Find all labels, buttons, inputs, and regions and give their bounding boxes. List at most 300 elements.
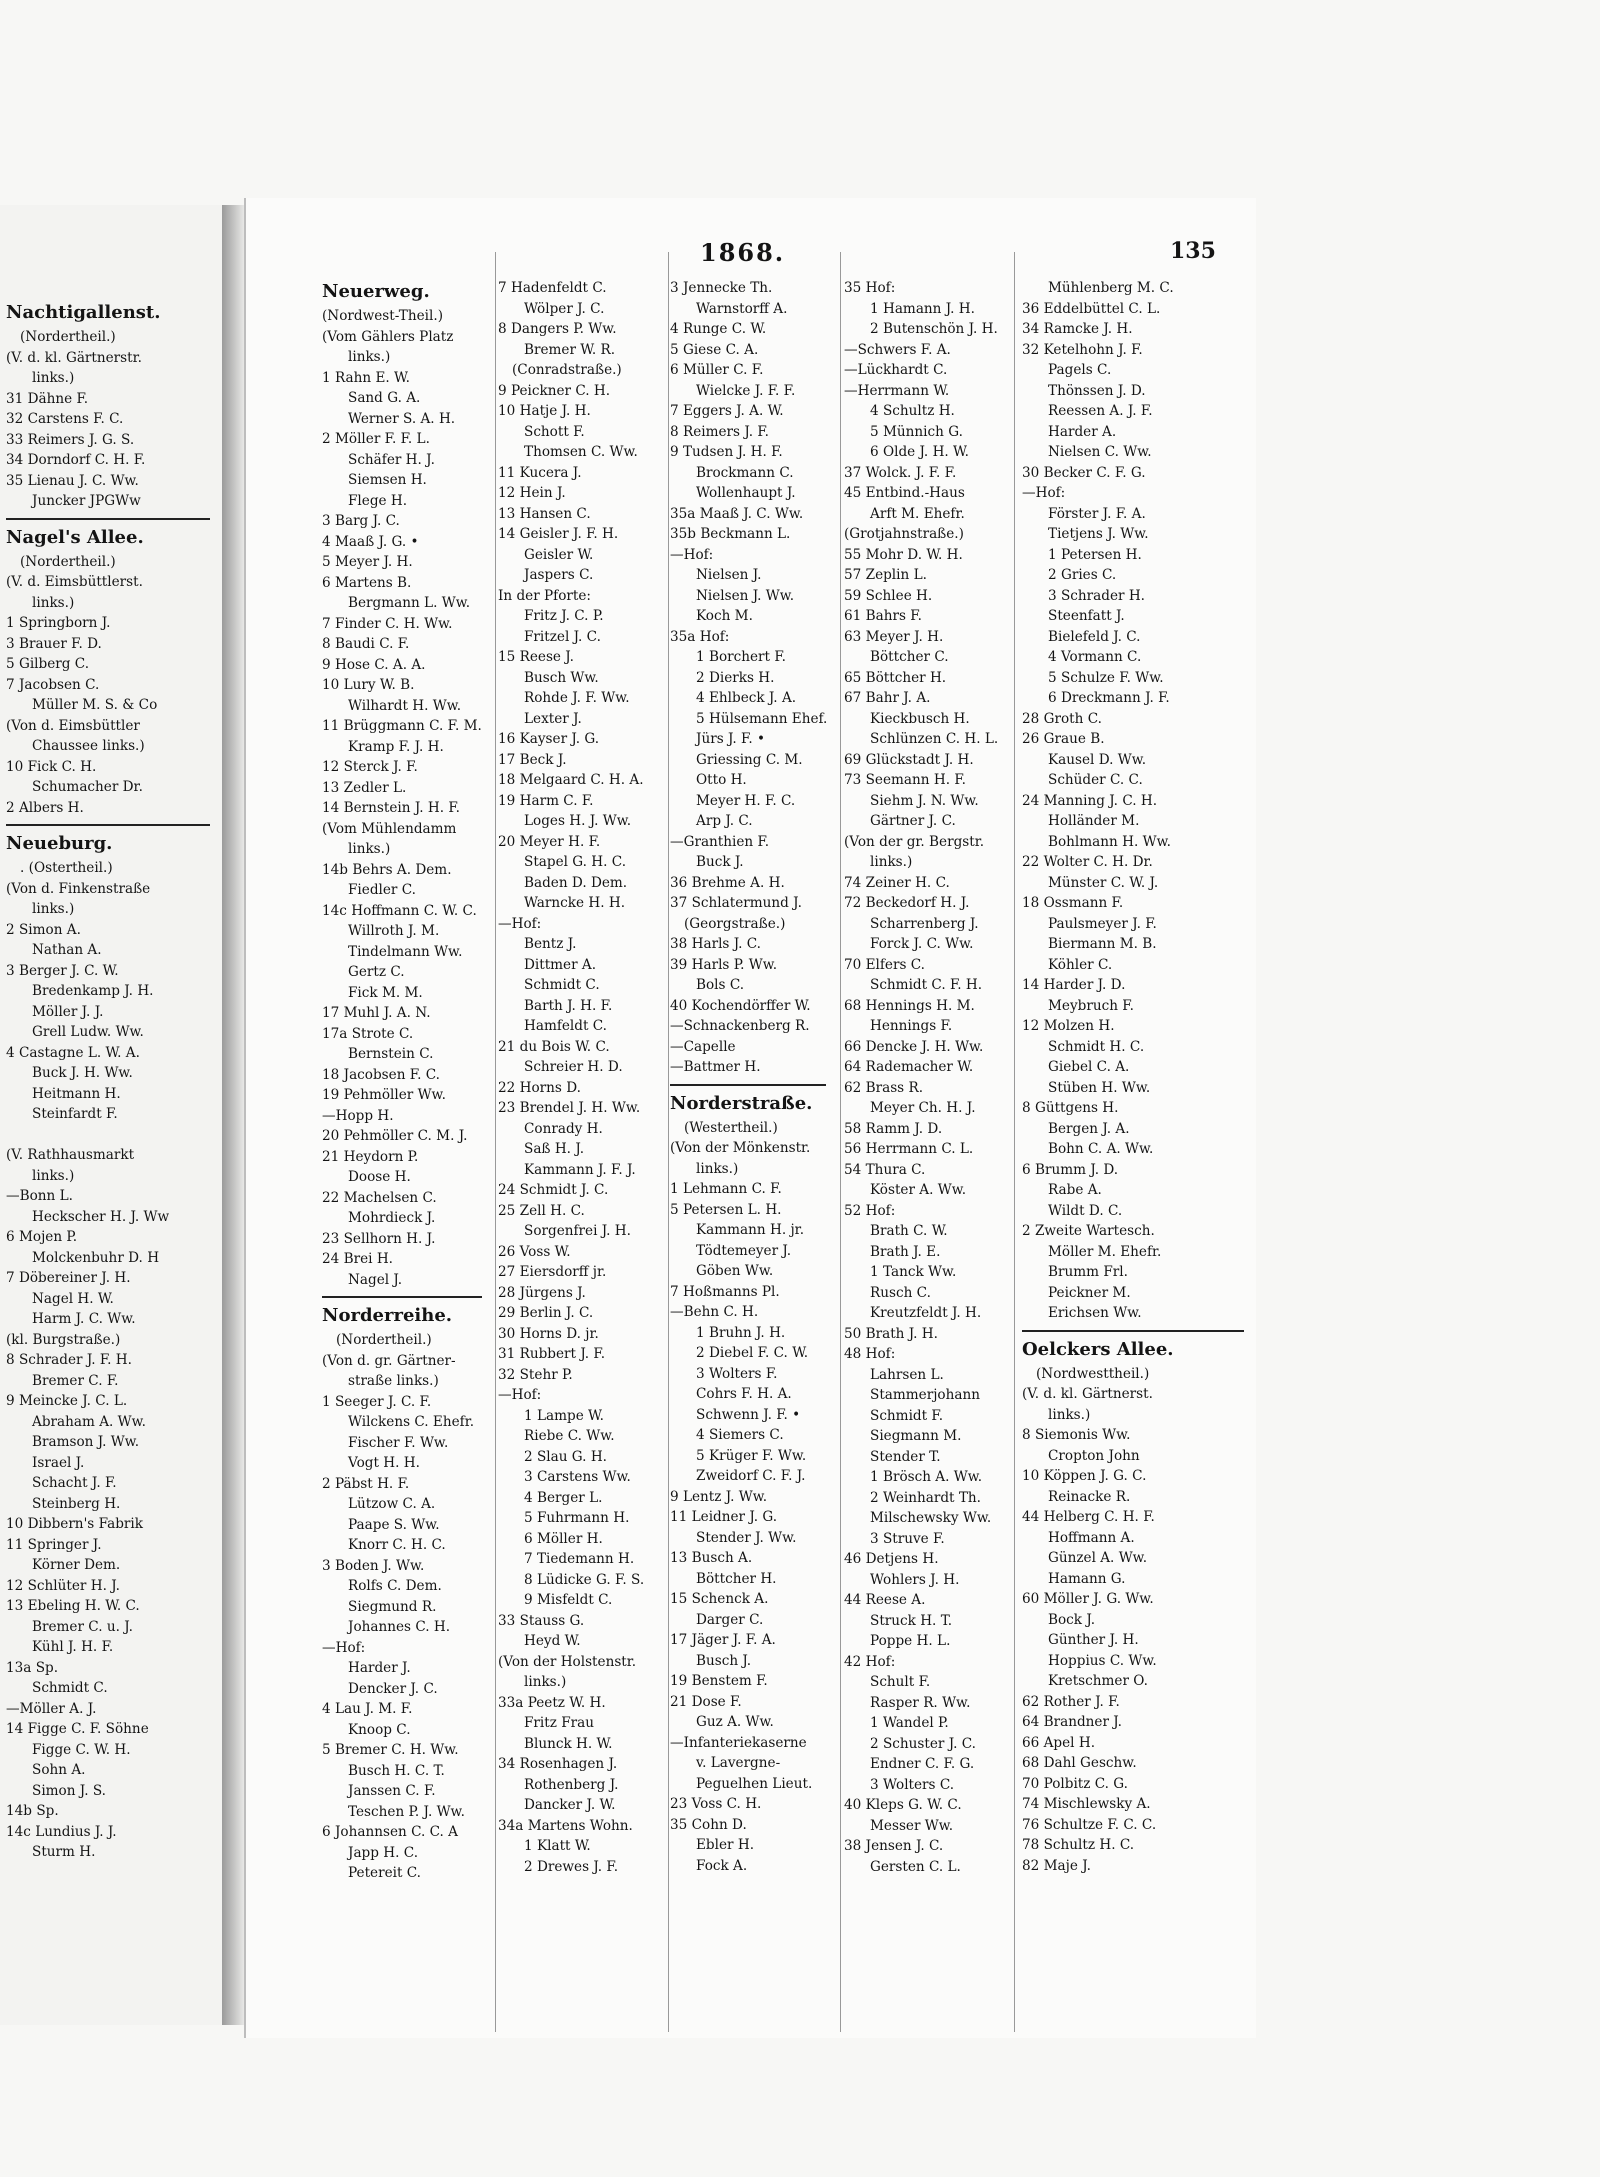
directory-entry: (Westertheil.)	[684, 1119, 778, 1136]
directory-entry: 20 Pehmöller C. M. J.	[322, 1128, 468, 1144]
directory-entry: 8 Baudi C. F.	[322, 636, 410, 652]
directory-entry: links.)	[32, 901, 75, 917]
directory-entry: 12 Molzen H.	[1022, 1018, 1115, 1034]
directory-entry: —Granthien F.	[670, 833, 770, 850]
column-1	[322, 276, 490, 1884]
directory-entry: 4 Runge C. W.	[670, 321, 767, 337]
directory-entry: 9 Lentz J. Ww.	[670, 1488, 768, 1505]
directory-entry: 62 Rother J. F.	[1022, 1693, 1120, 1710]
directory-entry: Schwenn J. F. •	[696, 1406, 801, 1423]
directory-entry: (Nordwesttheil.)	[1036, 1365, 1150, 1382]
directory-entry: Conrady H.	[524, 1120, 603, 1137]
directory-entry: Sturm H.	[32, 1844, 96, 1860]
directory-entry: Köster A. Ww.	[870, 1182, 967, 1198]
directory-entry: Geisler W.	[524, 546, 594, 563]
directory-entry: 6 Möller H.	[524, 1530, 603, 1547]
directory-entry: (Vom Mühlendamm	[322, 820, 457, 837]
directory-entry: Rusch C.	[870, 1284, 931, 1301]
directory-entry: Bergmann L. Ww.	[348, 595, 471, 611]
directory-entry: Griessing C. M.	[696, 751, 803, 768]
directory-entry: 12 Schlüter H. J.	[6, 1577, 120, 1594]
directory-entry: 5 Fuhrmann H.	[524, 1510, 630, 1526]
directory-entry: 1 Rahn E. W.	[322, 369, 410, 386]
directory-entry: 37 Wolck. J. F. F.	[844, 464, 957, 481]
directory-entry: links.)	[348, 349, 391, 365]
directory-entry: 2 Möller F. F. L.	[322, 431, 430, 447]
directory-entry: Guz A. Ww.	[696, 1714, 774, 1730]
directory-entry: (Von der Holstenstr.	[498, 1653, 637, 1670]
directory-entry: 1 Lehmann C. F.	[670, 1181, 782, 1197]
directory-entry: 11 Leidner J. G.	[670, 1509, 778, 1525]
section-rule	[6, 824, 210, 826]
directory-entry: (Von d. Finkenstraße	[6, 880, 151, 897]
directory-entry: Werner S. A. H.	[348, 410, 456, 427]
directory-entry: 37 Schlatermund J.	[670, 895, 802, 911]
directory-entry: Harm J. C. Ww.	[32, 1311, 136, 1327]
directory-entry: 64 Brandner J.	[1022, 1714, 1123, 1730]
directory-entry: Hamfeldt C.	[524, 1018, 607, 1034]
directory-entry: Cropton John	[1048, 1447, 1140, 1464]
directory-entry: (V. d. Eimsbüttlerst.	[6, 574, 143, 590]
directory-entry: Busch H. C. T.	[348, 1762, 445, 1779]
directory-entry: Simon J. S.	[32, 1782, 106, 1799]
directory-entry: Meybruch F.	[1048, 997, 1134, 1014]
directory-entry: Petereit C.	[348, 1865, 421, 1881]
directory-entry: Münster C. W. J.	[1048, 874, 1159, 891]
directory-entry: 8 Schrader J. F. H.	[6, 1352, 132, 1368]
directory-entry: Peickner M.	[1048, 1284, 1131, 1301]
street-heading: Neueburg.	[6, 833, 113, 854]
directory-entry: 3 Boden J. Ww.	[322, 1557, 425, 1574]
directory-entry: 39 Harls P. Ww.	[670, 956, 778, 973]
directory-entry: Reinacke R.	[1048, 1488, 1131, 1505]
directory-entry: —Herrmann W.	[844, 382, 950, 399]
directory-entry: Erichsen Ww.	[1048, 1305, 1142, 1321]
directory-entry: Pagels C.	[1048, 362, 1112, 378]
directory-entry: 23 Voss C. H.	[670, 1796, 762, 1812]
directory-entry: 16 Kayser J. G.	[498, 731, 600, 747]
directory-entry: 30 Horns D. jr.	[498, 1325, 599, 1342]
directory-entry: 4 Castagne L. W. A.	[6, 1044, 140, 1061]
directory-entry: Heitmann H.	[32, 1085, 121, 1102]
directory-entry: Paape S. Ww.	[348, 1516, 440, 1533]
directory-entry: Schmidt F.	[870, 1407, 944, 1424]
directory-entry: 25 Zell H. C.	[498, 1202, 585, 1219]
directory-entry: Ebler H.	[696, 1837, 755, 1853]
directory-entry: 35 Lienau J. C. Ww.	[6, 472, 139, 489]
directory-entry: 7 Hoßmanns Pl.	[670, 1283, 780, 1300]
directory-entry: 5 Meyer J. H.	[322, 554, 413, 570]
directory-entry: Forck J. C. Ww.	[870, 936, 974, 952]
directory-entry: Förster J. F. A.	[1048, 505, 1146, 522]
directory-entry: 2 Albers H.	[6, 799, 84, 816]
directory-entry: Thomsen C. Ww.	[524, 444, 638, 460]
directory-entry: 67 Bahr J. A.	[844, 690, 931, 706]
directory-entry: Reessen A. J. F.	[1048, 403, 1153, 419]
year-header: 1868.	[700, 238, 786, 267]
directory-entry: 3 Barg J. C.	[322, 513, 400, 529]
directory-entry: 14 Bernstein J. H. F.	[322, 800, 460, 816]
directory-entry: —Möller A. J.	[6, 1700, 97, 1717]
directory-entry: 7 Hadenfeldt C.	[498, 280, 607, 296]
directory-entry: Poppe H. L.	[870, 1633, 951, 1649]
column-5	[1022, 278, 1252, 1876]
directory-entry: —Behn C. H.	[670, 1304, 759, 1320]
directory-entry: links.)	[348, 841, 391, 857]
directory-entry: 7 Eggers J. A. W.	[670, 403, 784, 419]
directory-entry: Scharrenberg J.	[870, 915, 979, 932]
directory-entry: Wilhardt H. Ww.	[348, 697, 462, 714]
directory-entry: Vogt H. H.	[348, 1455, 420, 1471]
directory-entry: —Lückhardt C.	[844, 362, 948, 378]
directory-entry: Meyer H. F. C.	[696, 792, 796, 809]
street-heading: Norderreihe.	[322, 1305, 453, 1326]
directory-entry: Günzel A. Ww.	[1048, 1550, 1148, 1566]
directory-entry: Kausel D. Ww.	[1048, 751, 1147, 768]
directory-entry: Bentz J.	[524, 936, 577, 952]
directory-entry: 40 Kochendörffer W.	[670, 997, 811, 1014]
directory-entry: Heyd W.	[524, 1633, 581, 1649]
directory-entry: Janssen C. F.	[348, 1783, 436, 1799]
directory-entry: 1 Lampe W.	[524, 1407, 604, 1424]
directory-entry: Chaussee links.)	[32, 738, 145, 754]
directory-entry: 68 Dahl Geschw.	[1022, 1755, 1137, 1771]
directory-entry: Jürs J. F. •	[696, 731, 766, 747]
directory-entry: 9 Hose C. A. A.	[322, 656, 426, 673]
directory-entry: 20 Meyer H. F.	[498, 833, 601, 850]
directory-entry: Göben Ww.	[696, 1263, 774, 1279]
directory-entry: 35b Beckmann L.	[670, 526, 791, 542]
directory-entry: 14b Behrs A. Dem.	[322, 861, 452, 878]
directory-entry: Bielefeld J. C.	[1048, 628, 1141, 645]
directory-entry: 52 Hof:	[844, 1202, 896, 1219]
directory-entry: 66 Dencke J. H. Ww.	[844, 1038, 984, 1055]
column-separator	[840, 252, 841, 2032]
directory-entry: 2 Schuster J. C.	[870, 1735, 976, 1752]
directory-entry: 35 Hof:	[844, 280, 896, 296]
directory-entry: Grell Ludw. Ww.	[32, 1024, 144, 1040]
directory-entry: links.)	[524, 1674, 567, 1690]
directory-entry: 72 Beckedorf H. J.	[844, 895, 970, 911]
directory-entry: 31 Dähne F.	[6, 390, 89, 407]
directory-entry: 48 Hof:	[844, 1346, 896, 1362]
directory-entry: 12 Hein J.	[498, 485, 566, 501]
directory-entry: Fritz J. C. P.	[524, 608, 604, 624]
directory-entry: Hamann G.	[1048, 1570, 1126, 1587]
directory-entry: Rolfs C. Dem.	[348, 1578, 442, 1594]
directory-entry: Hoffmann A.	[1048, 1529, 1135, 1546]
directory-entry: 11 Springer J.	[6, 1536, 102, 1553]
directory-entry: Flege H.	[348, 492, 408, 509]
directory-entry: Nielsen J. Ww.	[696, 587, 795, 604]
directory-entry: 10 Dibbern's Fabrik	[6, 1516, 143, 1532]
directory-entry: 3 Berger J. C. W.	[6, 962, 119, 979]
directory-entry: 14b Sp.	[6, 1803, 59, 1819]
directory-entry: Japp H. C.	[348, 1844, 419, 1861]
directory-entry: Endner C. F. G.	[870, 1756, 975, 1772]
directory-entry: Fritzel J. C.	[524, 628, 601, 645]
directory-entry: In der Pforte:	[498, 587, 591, 604]
directory-entry: (Georgstraße.)	[684, 915, 786, 932]
directory-entry: Brockmann C.	[696, 464, 794, 481]
directory-entry: 13 Busch A.	[670, 1550, 753, 1566]
section-rule	[1022, 1330, 1244, 1332]
directory-entry: 4 Berger L.	[524, 1489, 603, 1506]
directory-entry: Peguelhen Lieut.	[696, 1775, 813, 1792]
directory-entry: —Schwers F. A.	[844, 341, 951, 358]
section-rule	[322, 1296, 482, 1298]
directory-entry: Müller M. S. & Co	[32, 697, 158, 713]
directory-entry: Siegmann M.	[870, 1428, 962, 1444]
directory-entry: Harder A.	[1048, 423, 1117, 440]
directory-entry: Lützow C. A.	[348, 1496, 436, 1512]
directory-entry: 5 Schulze F. Ww.	[1048, 669, 1164, 686]
directory-entry: 13a Sp.	[6, 1659, 59, 1676]
directory-entry: Riebe C. Ww.	[524, 1428, 615, 1444]
directory-entry: —Capelle	[670, 1038, 736, 1055]
directory-entry: Rothenberg J.	[524, 1776, 619, 1793]
left-page	[0, 205, 224, 2025]
directory-entry: (Von der Mönkenstr.	[670, 1140, 811, 1156]
directory-entry: 65 Böttcher H.	[844, 669, 947, 686]
column-3	[670, 278, 834, 1876]
directory-entry: Jaspers C.	[524, 567, 594, 583]
directory-entry: Fischer F. Ww.	[348, 1434, 449, 1451]
directory-entry: 2 Dierks H.	[696, 669, 775, 686]
directory-entry: 1 Hamann J. H.	[870, 300, 975, 317]
directory-entry: 33 Reimers J. G. S.	[6, 431, 135, 448]
directory-entry: Stüben H. Ww.	[1048, 1079, 1151, 1096]
directory-entry: Fick M. M.	[348, 984, 423, 1001]
directory-entry: 17a Strote C.	[322, 1025, 414, 1042]
directory-entry: 36 Brehme A. H.	[670, 874, 785, 891]
directory-entry: 14 Figge C. F. Söhne	[6, 1721, 149, 1737]
directory-entry: 5 Giese C. A.	[670, 341, 759, 358]
directory-entry: straße links.)	[348, 1373, 439, 1389]
directory-entry: Schüder C. C.	[1048, 772, 1143, 788]
directory-entry: Gertz C.	[348, 964, 405, 980]
directory-entry: Heckscher H. J. Ww	[32, 1208, 170, 1225]
directory-entry: Mohrdieck J.	[348, 1210, 436, 1226]
directory-entry: (Nordertheil.)	[20, 329, 116, 345]
directory-entry: 3 Brauer F. D.	[6, 635, 102, 652]
directory-entry: Hennings F.	[870, 1018, 953, 1034]
directory-entry: Lahrsen L.	[870, 1366, 944, 1383]
directory-entry: Siemsen H.	[348, 472, 427, 488]
directory-entry: Stender J. Ww.	[696, 1529, 797, 1546]
directory-entry: 14 Harder J. D.	[1022, 977, 1126, 993]
directory-entry: Bredenkamp J. H.	[32, 983, 154, 999]
directory-entry: 30 Becker C. F. G.	[1022, 464, 1146, 481]
directory-entry: Busch Ww.	[524, 669, 599, 686]
column-2	[498, 278, 662, 1877]
directory-entry: Sorgenfrei J. H.	[524, 1223, 631, 1239]
directory-entry: Biermann M. B.	[1048, 936, 1157, 952]
directory-entry: 6 Mojen P.	[6, 1229, 78, 1245]
directory-entry: Schumacher Dr.	[32, 779, 143, 795]
directory-entry: 6 Brumm J. D.	[1022, 1161, 1119, 1178]
directory-entry: Bohlmann H. Ww.	[1048, 833, 1171, 850]
directory-entry: 6 Martens B.	[322, 574, 412, 591]
directory-entry: 5 Bremer C. H. Ww.	[322, 1742, 459, 1758]
directory-entry: Bremer C. u. J.	[32, 1618, 133, 1635]
directory-entry: (Vom Gählers Platz	[322, 328, 454, 345]
directory-entry: 70 Elfers C.	[844, 956, 925, 973]
directory-entry: 69 Glückstadt J. H.	[844, 751, 974, 768]
directory-entry: 1 Klatt W.	[524, 1838, 591, 1854]
directory-entry: 19 Benstem F.	[670, 1673, 768, 1689]
directory-entry: 8 Güttgens H.	[1022, 1100, 1119, 1116]
directory-entry: 58 Ramm J. D.	[844, 1120, 943, 1137]
directory-entry: 28 Jürgens J.	[498, 1284, 586, 1301]
directory-entry: Schmidt C. F. H.	[870, 977, 983, 993]
directory-entry	[6, 1125, 218, 1146]
directory-entry: 9 Peickner C. H.	[498, 382, 611, 399]
directory-entry: Kramp F. J. H.	[348, 738, 444, 755]
directory-entry: Brath J. E.	[870, 1243, 941, 1260]
directory-entry: (Grotjahnstraße.)	[844, 526, 964, 542]
directory-entry: 8 Siemonis Ww.	[1022, 1427, 1131, 1443]
directory-entry: 2 Butenschön J. H.	[870, 321, 998, 337]
directory-entry: Rohde J. F. Ww.	[524, 690, 630, 706]
directory-entry: Nathan A.	[32, 942, 102, 958]
directory-entry: 14c Hoffmann C. W. C.	[322, 902, 477, 919]
street-heading: Norderstraße.	[670, 1092, 813, 1114]
directory-entry: 31 Rubbert J. F.	[498, 1346, 606, 1362]
directory-entry: Warnstorff A.	[696, 300, 788, 317]
column-4	[844, 278, 1014, 1877]
directory-entry: 8 Reimers J. F.	[670, 423, 769, 440]
directory-entry: Arft M. Ehefr.	[870, 505, 965, 522]
directory-entry: Nagel H. W.	[32, 1290, 114, 1307]
directory-entry: 4 Vormann C.	[1048, 649, 1142, 665]
directory-entry: 3 Wolters C.	[870, 1776, 955, 1793]
directory-entry: —Hof:	[498, 1387, 542, 1403]
directory-entry: Schott F.	[524, 423, 585, 440]
directory-entry: Möller M. Ehefr.	[1048, 1243, 1162, 1260]
directory-entry: Schäfer H. J.	[348, 451, 435, 468]
directory-entry: Stammerjohann	[870, 1387, 980, 1403]
directory-entry: Bremer W. R.	[524, 341, 616, 358]
directory-entry: 7 Finder C. H. Ww.	[322, 615, 453, 632]
directory-entry: 35a Hof:	[670, 628, 730, 645]
directory-entry: (V. d. kl. Gärtnerst.	[1022, 1386, 1153, 1402]
directory-entry: 3 Jennecke Th.	[670, 280, 773, 296]
directory-entry: Wilckens C. Ehefr.	[348, 1414, 475, 1430]
directory-entry: —Hof:	[498, 915, 542, 932]
directory-entry: 38 Harls J. C.	[670, 936, 761, 952]
directory-entry: 10 Köppen J. G. C.	[1022, 1468, 1147, 1484]
directory-entry: Struck H. T.	[870, 1612, 953, 1629]
directory-entry: 11 Brüggmann C. F. M.	[322, 718, 482, 734]
directory-entry: 19 Pehmöller Ww.	[322, 1087, 446, 1103]
directory-entry: Möller J. J.	[32, 1003, 104, 1020]
directory-entry: Köhler C.	[1048, 956, 1113, 973]
directory-entry: Barth J. H. F.	[524, 997, 613, 1014]
directory-entry: Wildt D. C.	[1048, 1202, 1123, 1219]
directory-entry: Schreier H. D.	[524, 1059, 623, 1075]
directory-entry: Schmidt C.	[32, 1680, 108, 1696]
directory-entry: Baden D. Dem.	[524, 874, 628, 891]
directory-entry: Israel J.	[32, 1454, 85, 1471]
column-separator	[1014, 252, 1015, 2032]
directory-entry: 3 Struve F.	[870, 1530, 945, 1547]
directory-entry: Juncker JPGWw	[32, 493, 141, 509]
directory-entry: 22 Machelsen C.	[322, 1189, 437, 1206]
directory-entry: 59 Schlee H.	[844, 587, 933, 604]
directory-entry: 9 Tudsen J. H. F.	[670, 444, 783, 460]
directory-entry: Brath C. W.	[870, 1223, 948, 1239]
directory-entry: 1 Petersen H.	[1048, 546, 1142, 563]
directory-entry: Fritz Frau	[524, 1715, 595, 1731]
directory-entry: 46 Detjens H.	[844, 1551, 939, 1567]
directory-entry: 2 Weinhardt Th.	[870, 1489, 981, 1506]
directory-entry: 18 Ossmann F.	[1022, 895, 1124, 911]
directory-entry: 74 Mischlewsky A.	[1022, 1796, 1151, 1812]
directory-entry: Loges H. J. Ww.	[524, 813, 632, 829]
street-heading: Oelckers Allee.	[1022, 1338, 1174, 1360]
directory-entry: 23 Sellhorn H. J.	[322, 1230, 436, 1247]
directory-entry: 10 Lury W. B.	[322, 677, 415, 693]
directory-entry: 13 Zedler L.	[322, 779, 407, 796]
directory-entry: Siegmund R.	[348, 1598, 437, 1615]
directory-entry: Kretschmer O.	[1048, 1673, 1148, 1689]
directory-entry: links.)	[870, 854, 913, 870]
directory-entry: Siehm J. N. Ww.	[870, 792, 979, 809]
directory-entry: Busch J.	[696, 1652, 752, 1669]
directory-entry: links.)	[696, 1160, 739, 1177]
directory-entry: (Nordertheil.)	[336, 1332, 432, 1348]
directory-entry: Tindelmann Ww.	[348, 943, 463, 960]
directory-entry: Sand G. A.	[348, 390, 421, 406]
directory-entry: Messer Ww.	[870, 1817, 954, 1834]
directory-entry: 4 Schultz H.	[870, 403, 955, 419]
directory-entry: Koch M.	[696, 608, 753, 624]
directory-entry: Gersten C. L.	[870, 1858, 961, 1875]
directory-entry: (Nordwest-Theil.)	[322, 308, 443, 324]
directory-entry: Tietjens J. Ww.	[1048, 526, 1149, 542]
directory-entry: 76 Schultze F. C. C.	[1022, 1816, 1157, 1833]
directory-entry: 7 Tiedemann H.	[524, 1551, 635, 1567]
street-heading: Neuerweg.	[322, 281, 430, 302]
directory-entry: 64 Rademacher W.	[844, 1059, 974, 1075]
directory-entry: 8 Lüdicke G. F. S.	[524, 1571, 645, 1588]
directory-entry: 14c Lundius J. J.	[6, 1823, 117, 1840]
directory-entry: 34 Rosenhagen J.	[498, 1756, 618, 1772]
directory-entry: Wohlers J. H.	[870, 1571, 960, 1588]
directory-entry: —Hof:	[670, 546, 714, 563]
directory-entry: Paulsmeyer J. F.	[1048, 915, 1157, 932]
directory-entry: 26 Graue B.	[1022, 731, 1105, 747]
directory-entry: 45 Entbind.-Haus	[844, 485, 965, 501]
directory-entry: Kammann H. jr.	[696, 1222, 805, 1238]
directory-entry: Fock A.	[696, 1857, 748, 1874]
directory-entry: 9 Misfeldt C.	[524, 1592, 613, 1608]
directory-entry: Warncke H. H.	[524, 895, 626, 911]
directory-entry: 6 Olde J. H. W.	[870, 444, 969, 460]
directory-entry: 11 Kucera J.	[498, 464, 582, 481]
directory-entry: 38 Jensen J. C.	[844, 1838, 944, 1854]
directory-entry: Gärtner J. C.	[870, 813, 956, 829]
directory-entry: Brumm Frl.	[1048, 1264, 1128, 1280]
directory-entry: 8 Dangers P. Ww.	[498, 321, 617, 337]
directory-entry: —Hof:	[322, 1639, 366, 1656]
directory-entry: Steenfatt J.	[1048, 608, 1125, 624]
directory-entry: v. Lavergne-	[696, 1755, 781, 1771]
directory-entry: 35 Cohn D.	[670, 1816, 747, 1833]
directory-entry: 5 Petersen L. H.	[670, 1201, 782, 1218]
directory-entry: 73 Seemann H. F.	[844, 772, 966, 788]
